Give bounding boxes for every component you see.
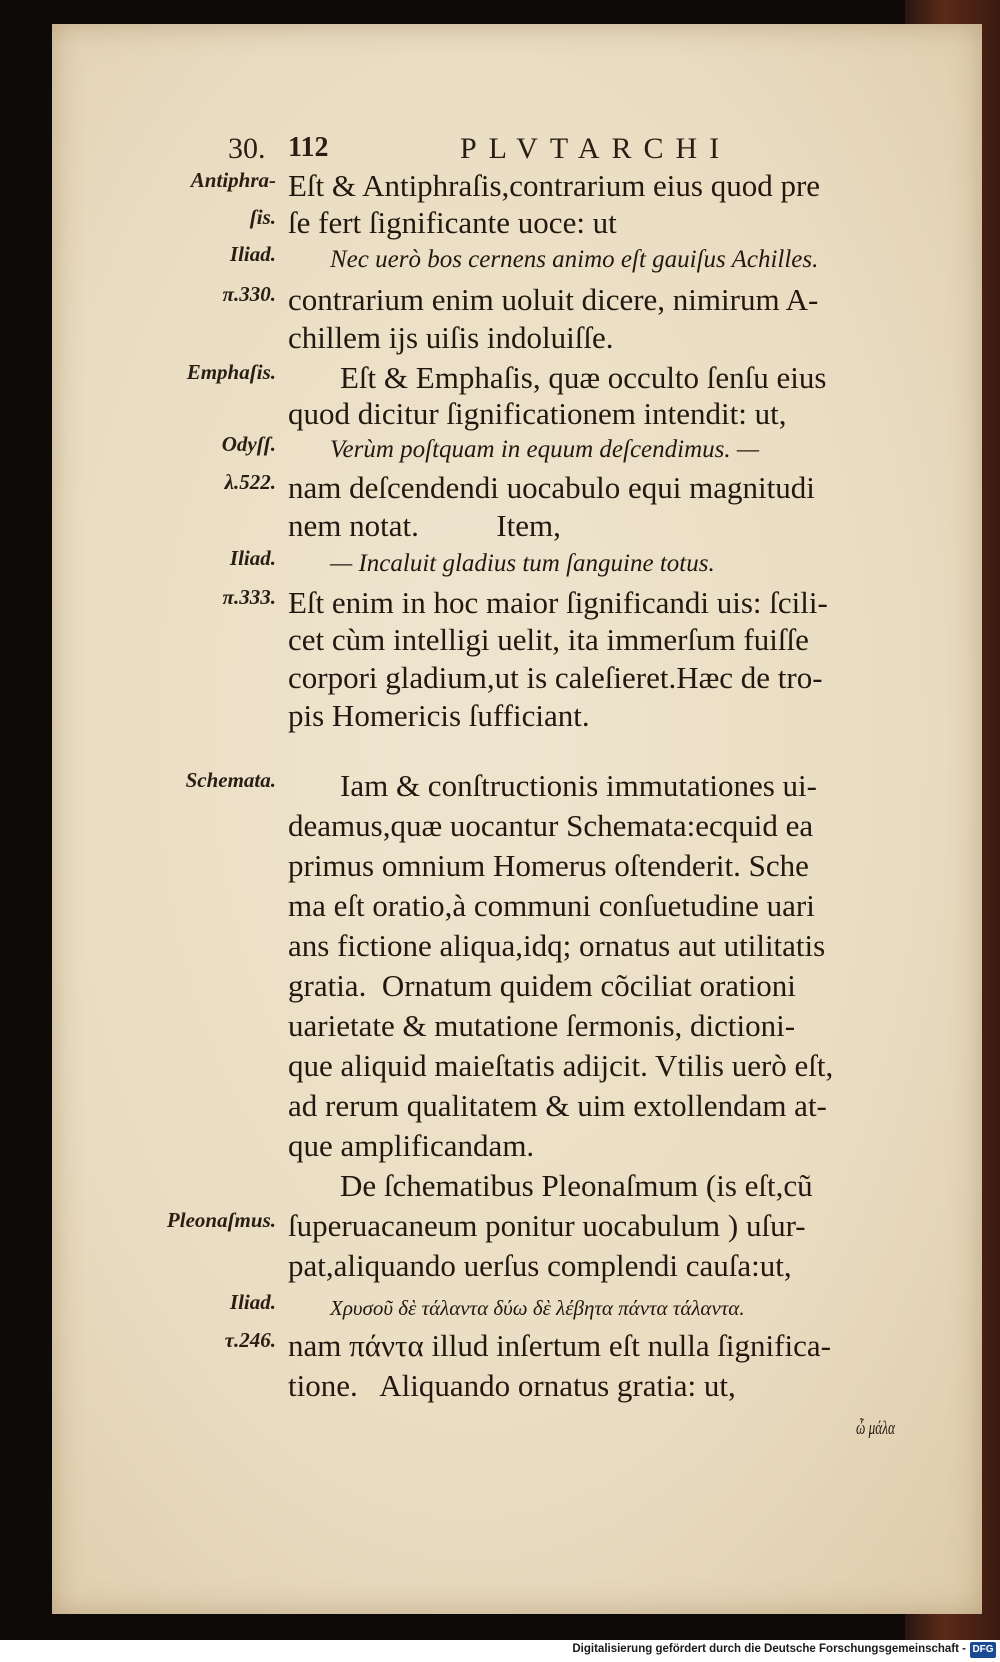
text-line [0, 396, 1000, 434]
page-number: 30. [228, 132, 266, 165]
verse-quotation: — Incaluit gladius tum ſanguine totus. [330, 550, 715, 577]
margin-note: Schemata. [185, 768, 276, 792]
line-text: ſuperuacaneum ponitur uocabulum ) uſur- [288, 1208, 806, 1243]
margin-note: τ.246. [224, 1328, 276, 1352]
line-text: ad rerum qualitatem & uim extollendam at- [288, 1088, 827, 1123]
text-line [0, 242, 1000, 280]
margin-note: π.330. [222, 282, 276, 306]
margin-note: π.333. [222, 585, 276, 609]
line-text: uarietate & mutatione ſermonis, dictioni- [288, 1008, 796, 1043]
text-line [0, 1128, 1000, 1166]
text-line [0, 968, 1000, 1006]
folio-number: 112 [288, 132, 329, 163]
line-text: Eſt enim in hoc maior ſignificandi uis: ſcili- [288, 585, 828, 620]
text-line [0, 1248, 1000, 1286]
line-text: pat,aliquando uerſus complendi cauſa:ut, [288, 1248, 792, 1283]
text-line [0, 205, 1000, 243]
line-text: Eſt & Antiphraſis,contrarium eius quod pre [288, 168, 821, 203]
text-line [0, 508, 1000, 546]
line-text: Eſt & Emphaſis, quæ occulto ſenſu eius [340, 360, 827, 395]
text-line [0, 470, 1000, 508]
dfg-logo: DFG [970, 1642, 996, 1658]
line-text: chillem ijs uiſis indoluiſſe. [288, 320, 614, 355]
margin-note: Pleonaſmus. [166, 1208, 276, 1232]
line-text: que aliquid maieſtatis adijcit. Vtilis uerò eſt, [288, 1048, 834, 1083]
margin-note: Iliad. [229, 546, 276, 570]
funding-credit: Digitalisierung gefördert durch die Deutsche Forschungsgemeinschaft - [572, 1643, 966, 1655]
line-text: De ſchematibus Pleonaſmum (is eſt,cũ [340, 1168, 813, 1203]
line-text: deamus,quæ uocantur Schemata:ecquid ea [288, 808, 814, 843]
line-text: cet cùm intelligi uelit, ita immerſum fuiſſe [288, 622, 809, 657]
catchword: ὦ μάλα [856, 1418, 895, 1439]
line-text: primus omnium Homerus oſtenderit. Sche [288, 848, 809, 883]
line-text: quod dicitur ſignificationem intendit: ut, [288, 396, 787, 431]
margin-note: Antiphra- [190, 168, 276, 192]
line-text: corpori gladium,ut is caleſieret.Hæc de tro- [288, 660, 823, 695]
text-line [0, 1290, 1000, 1328]
line-text: nam deſcendendi uocabulo equi magnitudi [288, 470, 815, 505]
text-line [0, 1088, 1000, 1126]
footer-bar [0, 1640, 1000, 1662]
text-line [0, 808, 1000, 846]
text-line [0, 768, 1000, 806]
text-line [0, 432, 1000, 470]
header-title: PLVTARCHI [460, 132, 732, 165]
text-line [0, 1368, 1000, 1406]
line-text: ma eſt oratio,à communi conſuetudine uari [288, 888, 815, 923]
line-text: ans fictione aliqua,idq; ornatus aut utilitatis [288, 928, 826, 963]
line-text: que amplificandam. [288, 1128, 535, 1163]
margin-note: ſis. [249, 205, 276, 229]
text-line [0, 1416, 1000, 1454]
margin-note: Iliad. [229, 242, 276, 266]
text-line [0, 1328, 1000, 1366]
text-line [0, 1208, 1000, 1246]
text-line [0, 888, 1000, 926]
verse-quotation: Verùm poſtquam in equum deſcendimus. — [330, 436, 760, 463]
line-text: contrarium enim uoluit dicere, nimirum A- [288, 282, 819, 317]
text-line [0, 360, 1000, 398]
text-line [0, 848, 1000, 886]
margin-note: Iliad. [229, 1290, 276, 1314]
text-line [0, 1168, 1000, 1206]
text-line [0, 1008, 1000, 1046]
line-text: pis Homericis ſufficiant. [288, 698, 590, 733]
margin-note: Emphaſis. [186, 360, 276, 384]
running-head [0, 132, 1000, 172]
margin-note: Odyſſ. [221, 432, 276, 456]
text-line [0, 928, 1000, 966]
line-text: gratia. Ornatum quidem cõciliat orationi [288, 968, 796, 1003]
text-line [0, 698, 1000, 736]
line-text: tione. Aliquando ornatus gratia: ut, [288, 1368, 736, 1403]
verse-quotation: Nec uerò bos cernens animo eſt gauiſus Achilles. [330, 246, 819, 273]
text-line [0, 282, 1000, 320]
text-line [0, 622, 1000, 660]
text-line [0, 168, 1000, 206]
line-text: ſe fert ſignificante uoce: ut [288, 205, 617, 240]
text-line [0, 585, 1000, 623]
greek-verse: Χρυσοῦ δὲ τάλαντα δύω δὲ λέβητα πάντα τάλαντα. [330, 1296, 745, 1320]
text-line [0, 546, 1000, 584]
margin-note: λ.522. [224, 470, 276, 494]
line-text: nam πάντα illud inſertum eſt nulla ſignifica- [288, 1328, 831, 1363]
line-text: nem notat. Item, [288, 508, 561, 543]
text-line [0, 1048, 1000, 1086]
line-text: Iam & conſtructionis immutationes ui- [340, 768, 817, 803]
text-line [0, 660, 1000, 698]
text-line [0, 320, 1000, 358]
